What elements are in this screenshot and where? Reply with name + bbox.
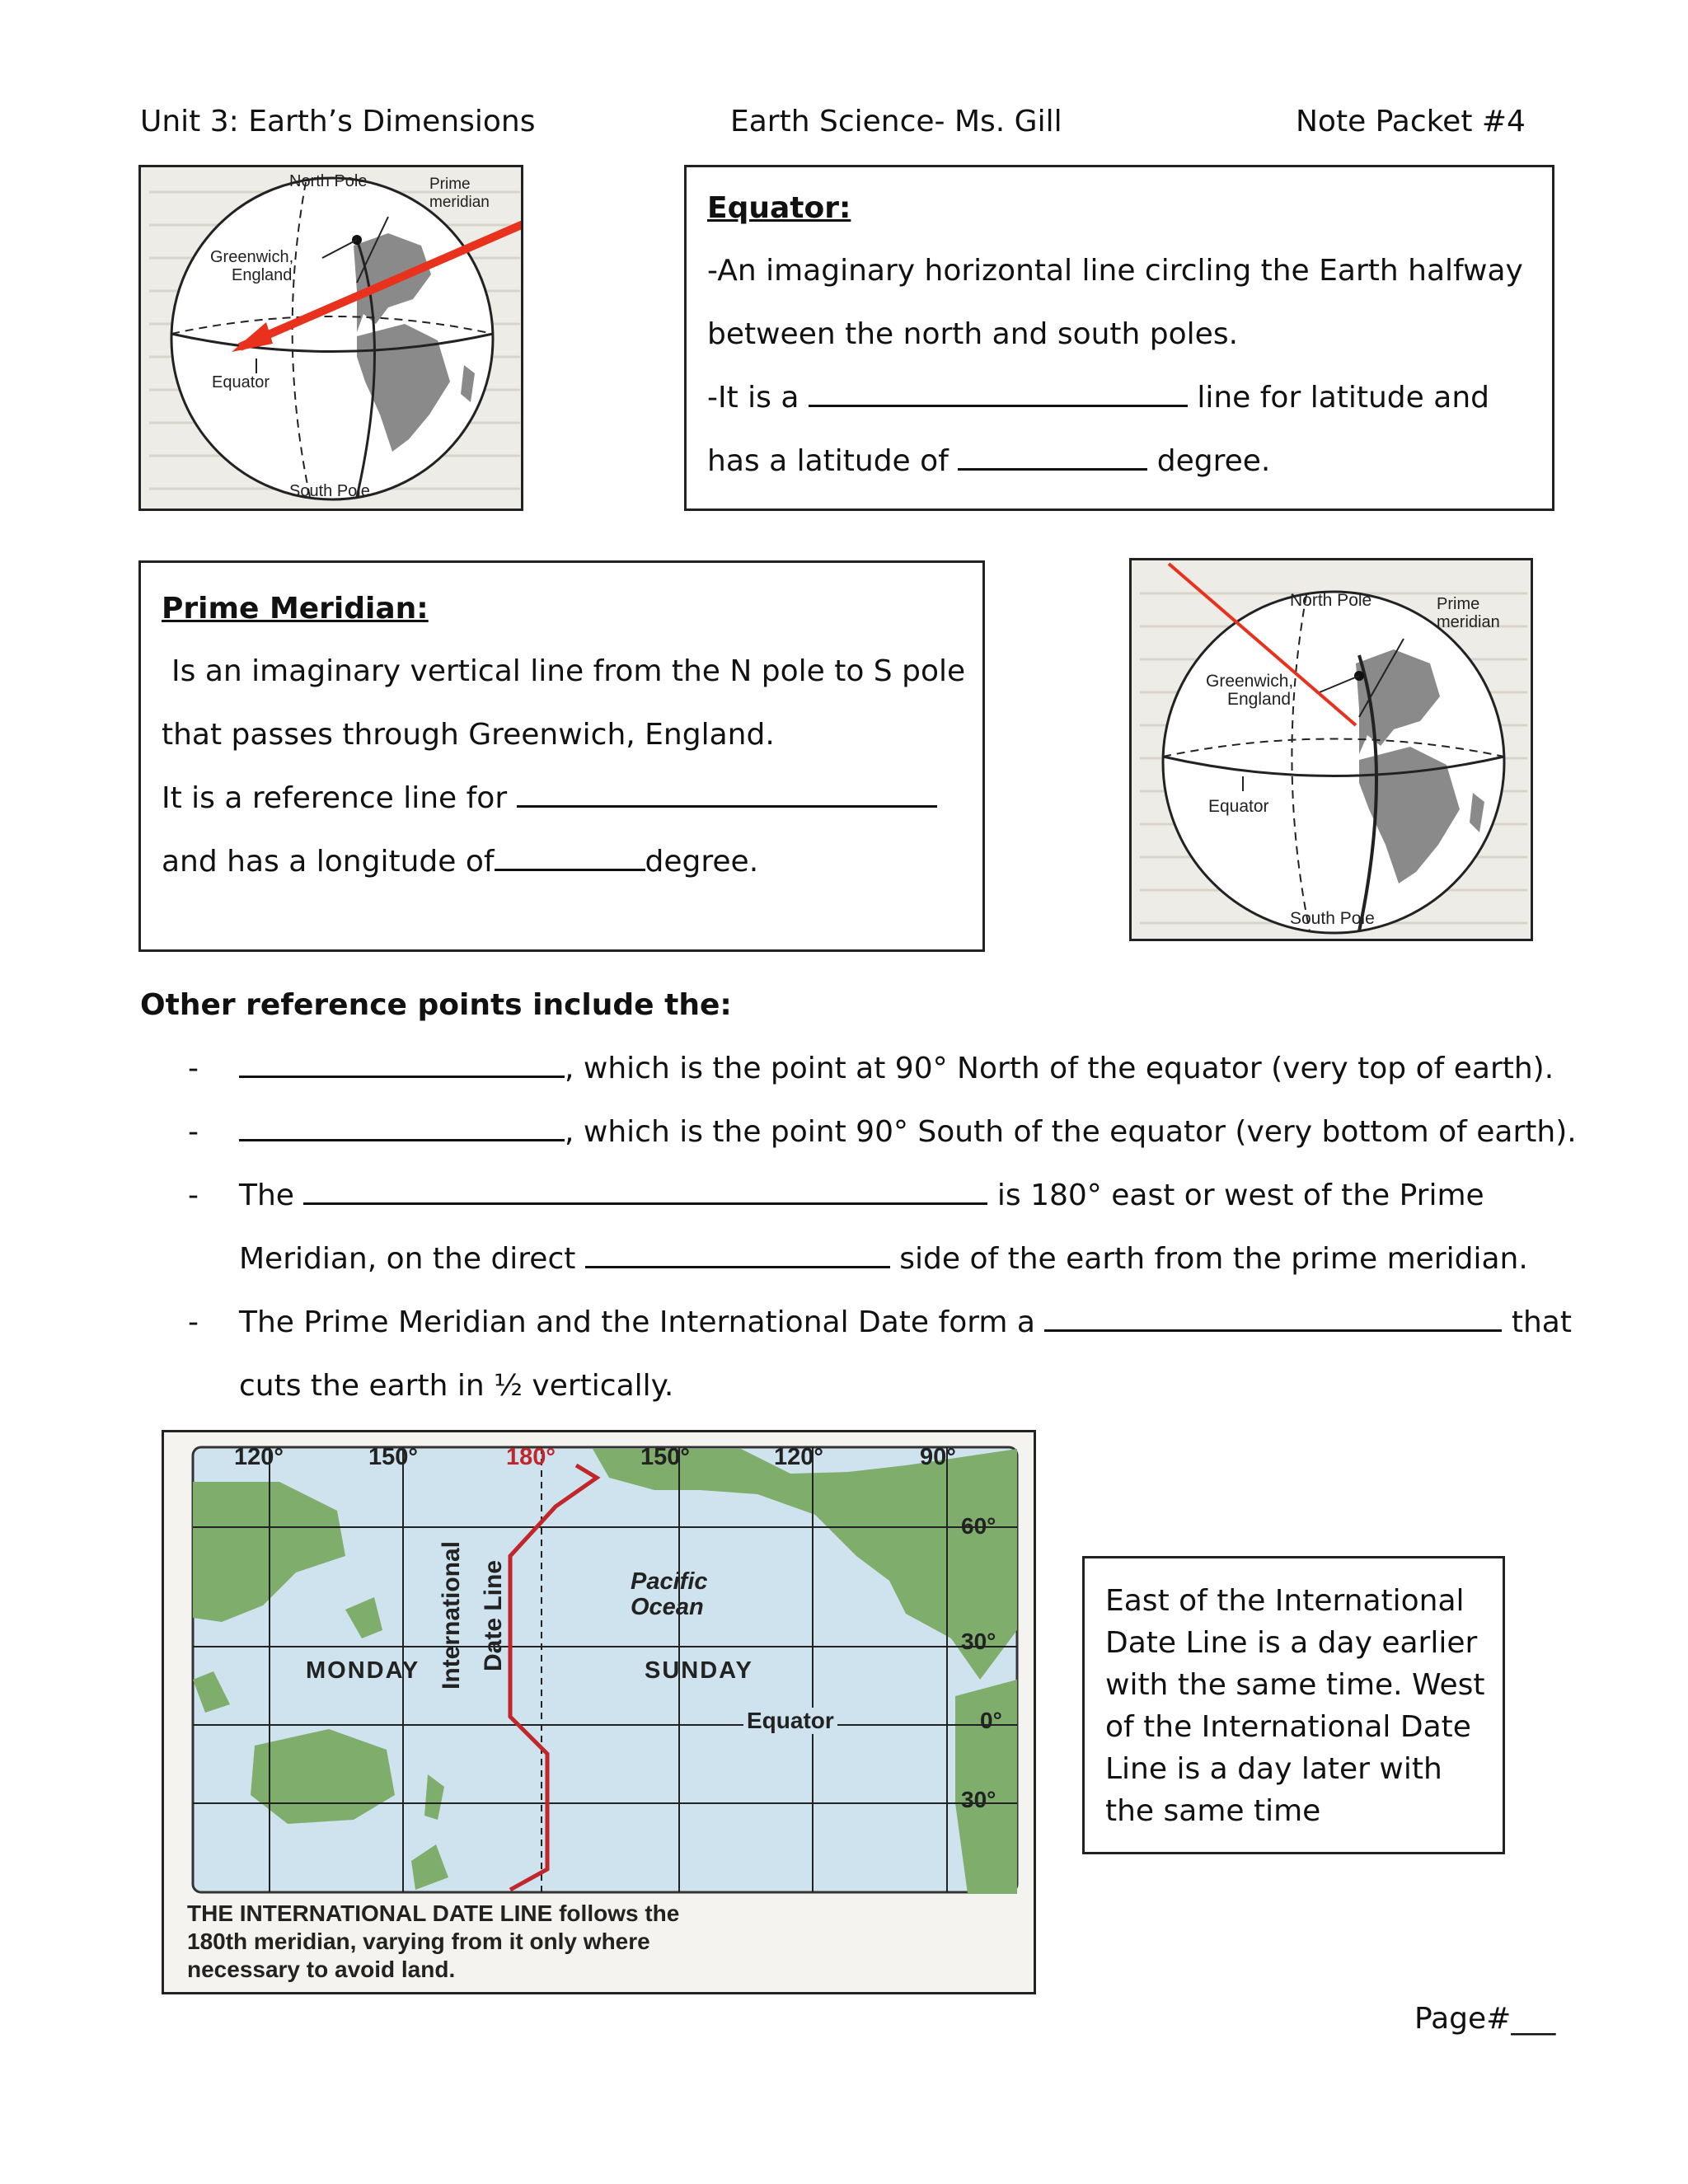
prime-line3: It is a reference line for bbox=[162, 780, 937, 817]
lon-120-left: 120° bbox=[234, 1444, 284, 1470]
blank-great-circle[interactable] bbox=[1044, 1305, 1502, 1332]
course-title: Earth Science- Ms. Gill bbox=[730, 105, 1062, 138]
note-line-3: with the same time. West bbox=[1105, 1668, 1485, 1702]
prime-meridian-definition-box bbox=[138, 560, 985, 952]
greenwich-label: Greenwich, bbox=[1206, 672, 1294, 691]
idl-vertical-label-2: Date Line bbox=[480, 1559, 507, 1671]
north-pole-label: North Pole bbox=[289, 172, 368, 190]
england-label: England bbox=[1227, 690, 1292, 709]
prime-line4: and has a longitude of degree. bbox=[162, 845, 759, 879]
sunday-label: SUNDAY bbox=[645, 1657, 753, 1684]
bullet-great-circle: The Prime Meridian and the International Date form a that bbox=[239, 1305, 1572, 1339]
greenwich-label: Greenwich, bbox=[210, 248, 294, 266]
note-line-4: of the International Date bbox=[1105, 1710, 1471, 1744]
globe-outline bbox=[171, 178, 493, 499]
blank-opposite-side[interactable] bbox=[585, 1241, 890, 1268]
note-line-2: Date Line is a day earlier bbox=[1105, 1626, 1478, 1660]
equator-label: Equator bbox=[1208, 797, 1269, 816]
globe-figure-prime-meridian bbox=[1129, 558, 1533, 941]
monday-label: MONDAY bbox=[306, 1657, 420, 1684]
prime-meridian-title: Prime Meridian: bbox=[162, 592, 429, 626]
prime-line1: Is an imaginary vertical line from the N pole to S pole bbox=[171, 654, 966, 688]
map-caption: THE INTERNATIONAL DATE LINE follows the 180th meridian, varying from it only where necessary to avoid land. bbox=[187, 1900, 680, 1982]
lat-60: 60° bbox=[961, 1513, 996, 1539]
lon-150-left: 150° bbox=[368, 1444, 418, 1470]
globe-figure-equator bbox=[138, 165, 523, 511]
equator-definition-box bbox=[684, 165, 1554, 511]
prime-label: Prime bbox=[1437, 595, 1480, 613]
england-label: England bbox=[232, 266, 293, 284]
bullet-date-line-cont: Meridian, on the direct side of the earth from the prime meridian. bbox=[239, 1242, 1528, 1276]
ocean-label: Ocean bbox=[631, 1594, 704, 1620]
date-line-note-box bbox=[1082, 1556, 1505, 1854]
note-line-5: Line is a day later with bbox=[1105, 1752, 1442, 1786]
bullet-dash-1: - bbox=[188, 1052, 199, 1085]
lon-90: 90° bbox=[920, 1444, 956, 1470]
other-reference-heading: Other reference points include the: bbox=[140, 988, 732, 1022]
equator-blank-latitude[interactable] bbox=[958, 443, 1147, 471]
note-line-1: East of the International bbox=[1105, 1584, 1465, 1618]
globe-drawing bbox=[141, 167, 523, 511]
idl-vertical-label-1: International bbox=[438, 1540, 465, 1690]
bullet-date-line: The is 180° east or west of the Prime bbox=[239, 1179, 1484, 1212]
pacific-label: Pacific bbox=[631, 1568, 708, 1595]
blank-north-pole[interactable] bbox=[239, 1051, 565, 1078]
lat-0: 0° bbox=[980, 1708, 1002, 1733]
bullet-dash-3: - bbox=[188, 1179, 199, 1212]
prime-blank-longitude[interactable] bbox=[495, 844, 645, 871]
lon-150-right: 150° bbox=[640, 1444, 690, 1470]
lon-180: 180° bbox=[506, 1444, 556, 1470]
equator-line2: between the north and south poles. bbox=[707, 317, 1239, 351]
blank-date-line[interactable] bbox=[303, 1178, 987, 1205]
packet-number: Note Packet #4 bbox=[1296, 105, 1526, 138]
page-number: Page#___ bbox=[1414, 2002, 1556, 2036]
lon-120-right: 120° bbox=[774, 1444, 823, 1470]
prime-label: Prime bbox=[429, 176, 471, 193]
prime-blank-reference[interactable] bbox=[517, 780, 937, 808]
bullet-great-circle-cont: cuts the earth in ½ vertically. bbox=[239, 1369, 674, 1403]
equator-label: Equator bbox=[212, 373, 270, 391]
equator-title: Equator: bbox=[707, 191, 851, 225]
equator-map-label: Equator bbox=[743, 1708, 837, 1734]
equator-line1: -An imaginary horizontal line circling the Earth halfway bbox=[707, 254, 1523, 288]
note-line-6: the same time bbox=[1105, 1794, 1321, 1828]
blank-south-pole[interactable] bbox=[239, 1114, 565, 1141]
equator-line3: -It is a line for latitude and bbox=[707, 381, 1489, 415]
north-pole-label: North Pole bbox=[1290, 591, 1372, 610]
prime-line2: that passes through Greenwich, England. bbox=[162, 718, 775, 752]
south-pole-label: South Pole bbox=[1290, 909, 1375, 928]
bullet-south-pole: , which is the point 90° South of the equator (very bottom of earth). bbox=[239, 1114, 1577, 1151]
meridian-label: meridian bbox=[429, 194, 490, 211]
unit-title: Unit 3: Earth’s Dimensions bbox=[140, 105, 536, 138]
equator-blank-reference[interactable] bbox=[809, 380, 1188, 407]
bullet-dash-2: - bbox=[188, 1115, 199, 1149]
meridian-label: meridian bbox=[1437, 613, 1500, 631]
date-line-map-figure bbox=[162, 1430, 1036, 1994]
lat-30n: 30° bbox=[961, 1629, 996, 1654]
lat-30s: 30° bbox=[961, 1787, 996, 1812]
equator-line4: has a latitude of degree. bbox=[707, 444, 1271, 478]
bullet-dash-4: - bbox=[188, 1305, 199, 1339]
bullet-north-pole: , which is the point at 90° North of the equator (very top of earth). bbox=[239, 1051, 1554, 1087]
south-pole-label: South Pole bbox=[289, 482, 370, 500]
